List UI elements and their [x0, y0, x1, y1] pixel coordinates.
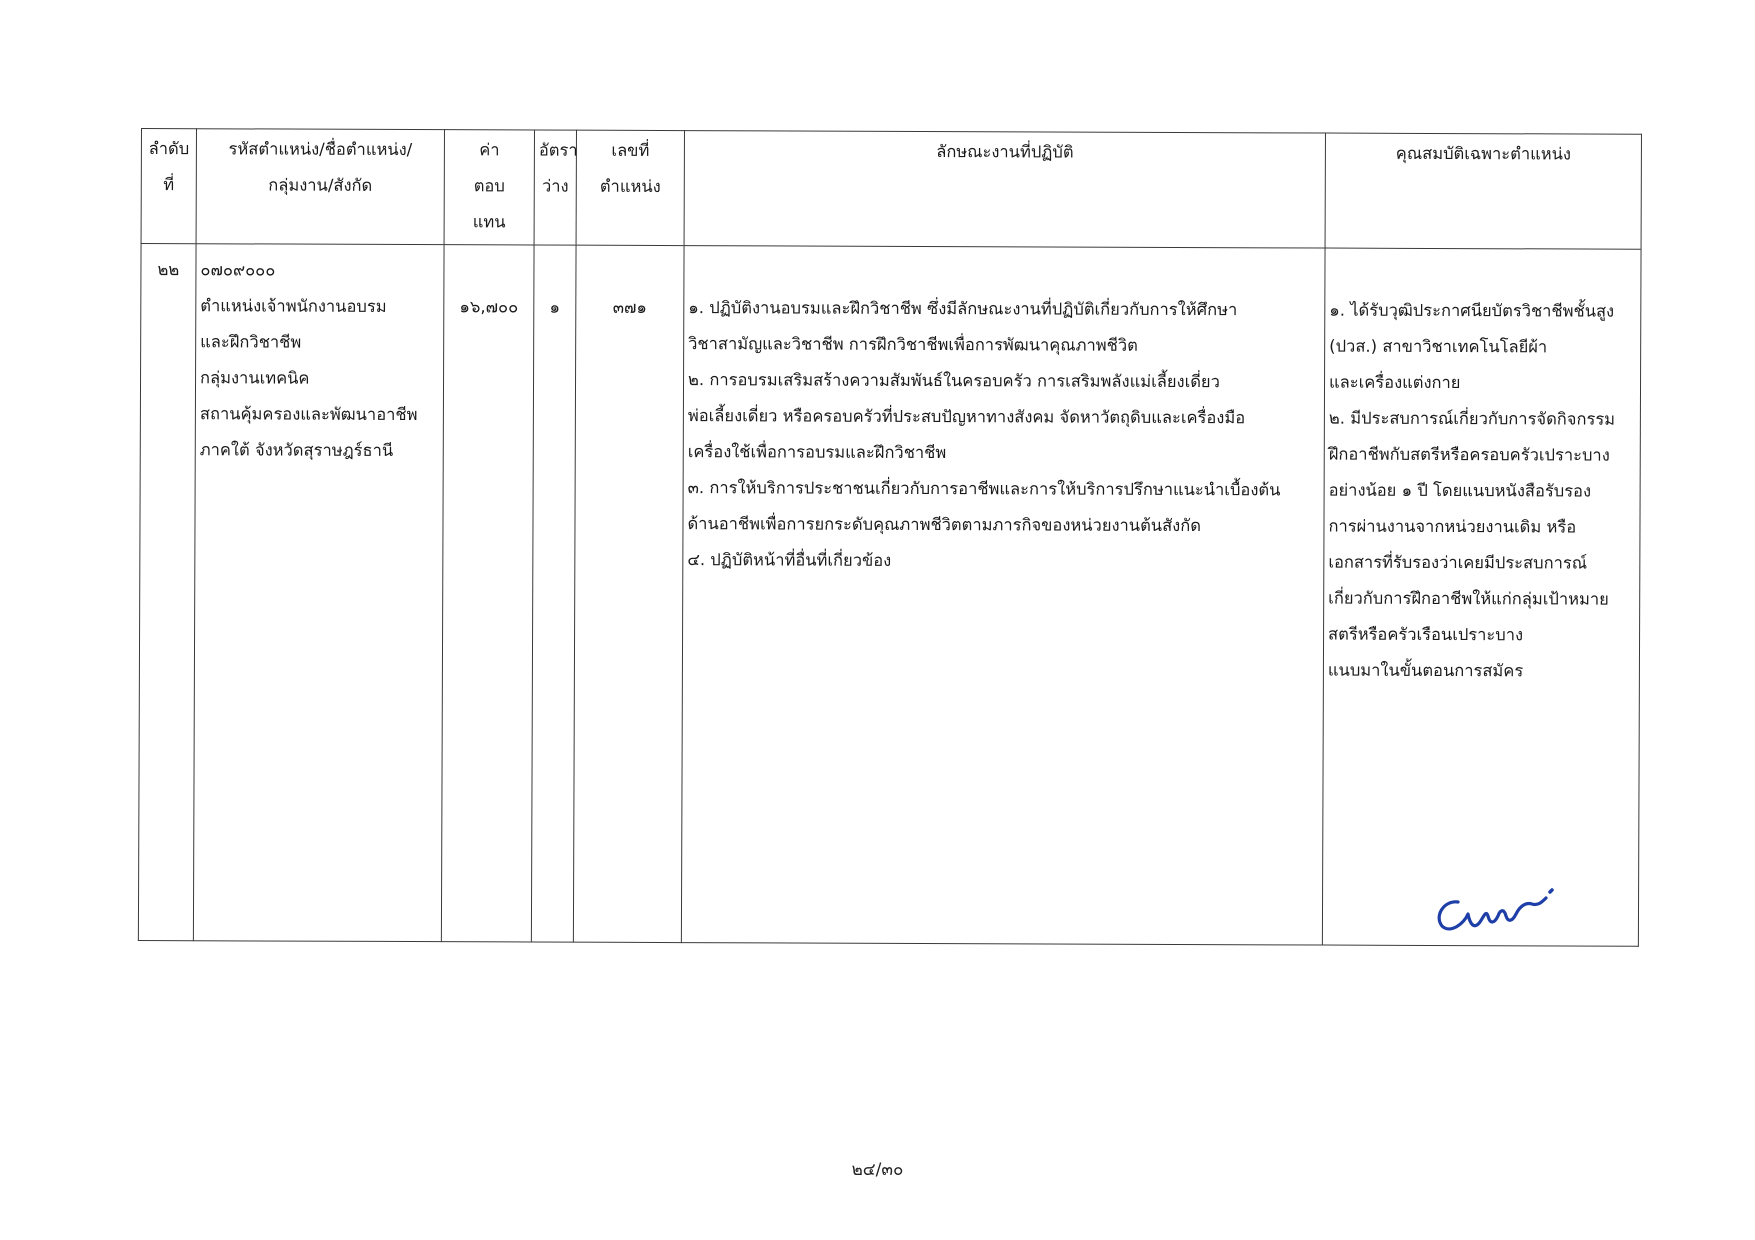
duty-line: เครื่องใช้เพื่อการอบรมและฝึกวิชาชีพ	[687, 442, 947, 463]
qualification-line: ๑. ได้รับวุฒิประกาศนียบัตรวิชาชีพชั้นสูง	[1329, 300, 1615, 321]
duty-line: ๓. การให้บริการประชาชนเกี่ยวกับการอาชีพและการให้บริการปรึกษาแนะนำเบื้องต้น	[687, 478, 1281, 500]
position-code: ๐๗๐๙๐๐๐	[200, 260, 276, 280]
qualification-line: เอกสารที่รับรองว่าเคยมีประสบการณ์	[1328, 552, 1588, 573]
table-header-row	[141, 129, 1641, 250]
page-number: ๒๔/๓๐	[851, 1160, 904, 1180]
qualification-line: อย่างน้อย ๑ ปี โดยแนบหนังสือรับรอง	[1328, 480, 1592, 501]
qualification-line: ๒. มีประสบการณ์เกี่ยวกับการจัดกิจกรรม	[1328, 408, 1616, 429]
header-position-number: เลขที่ ตำแหน่ง	[576, 130, 684, 245]
qualification-line: ฝึกอาชีพกับสตรีหรือครอบครัวเปราะบาง	[1328, 444, 1610, 465]
qualification-line: การผ่านงานจากหน่วยงานเดิม หรือ	[1328, 516, 1577, 537]
qualification-line: (ปวส.) สาขาวิชาเทคโนโลยีผ้า	[1329, 336, 1548, 357]
header-duties: ลักษณะงานที่ปฏิบัติ	[684, 131, 1325, 248]
header-position: รหัสตำแหน่ง/ชื่อตำแหน่ง/ กลุ่มงาน/สังกัด	[196, 129, 444, 245]
position-title-line: ตำแหน่งเจ้าพนักงานอบรม	[200, 296, 387, 316]
cell-qualifications	[1322, 248, 1641, 946]
cell-position-number: ๓๗๑	[573, 245, 684, 942]
qualification-line: เกี่ยวกับการฝึกอาชีพให้แก่กลุ่มเป้าหมาย	[1328, 588, 1609, 609]
cell-seq: ๒๒	[138, 244, 196, 941]
position-group-line: กลุ่มงานเทคนิค	[200, 368, 310, 388]
duty-line: พ่อเลี้ยงเดี่ยว หรือครอบครัวที่ประสบปัญหาทางสังคม จัดหาวัตถุดิบและเครื่องมือ	[687, 406, 1246, 428]
position-agency-line: ภาคใต้ จังหวัดสุราษฎร์ธานี	[199, 440, 394, 460]
duty-line: ๔. ปฏิบัติหน้าที่อื่นที่เกี่ยวข้อง	[687, 550, 892, 570]
position-agency-line: สถานคุ้มครองและพัฒนาอาชีพ	[199, 404, 418, 425]
cell-duties	[681, 246, 1325, 945]
qualification-line: แนบมาในขั้นตอนการสมัคร	[1327, 660, 1524, 681]
qualification-line: สตรีหรือครัวเรือนเปราะบาง	[1328, 624, 1524, 645]
signature-mark	[1430, 880, 1570, 940]
qualification-line: และเครื่องแต่งกาย	[1328, 372, 1461, 393]
header-pay: ค่า ตอบ แทน	[444, 130, 534, 245]
cell-pay: ๑๖,๗๐๐	[441, 245, 534, 942]
duty-line: ๑. ปฏิบัติงานอบรมและฝึกวิชาชีพ ซึ่งมีลักษณะงานที่ปฏิบัติเกี่ยวกับการให้ศึกษา	[688, 298, 1238, 320]
duty-line: ๒. การอบรมเสริมสร้างความสัมพันธ์ในครอบครัว การเสริมพลังแม่เลี้ยงเดี่ยว	[688, 370, 1220, 392]
cell-position	[193, 244, 444, 942]
header-seq: ลำดับ ที่	[141, 129, 196, 244]
header-vacancy: อัตรา ว่าง	[534, 130, 576, 245]
cell-vacancy: ๑	[531, 245, 576, 942]
table-row	[138, 244, 1641, 947]
header-qualifications: คุณสมบัติเฉพาะตำแหน่ง	[1325, 133, 1641, 249]
duty-line: วิชาสามัญและวิชาชีพ การฝึกวิชาชีพเพื่อการพัฒนาคุณภาพชีวิต	[688, 334, 1138, 355]
position-table	[138, 128, 1642, 947]
position-title-line: และฝึกวิชาชีพ	[200, 332, 302, 352]
duty-line: ด้านอาชีพเพื่อการยกระดับคุณภาพชีวิตตามภารกิจของหน่วยงานต้นสังกัด	[687, 514, 1201, 536]
